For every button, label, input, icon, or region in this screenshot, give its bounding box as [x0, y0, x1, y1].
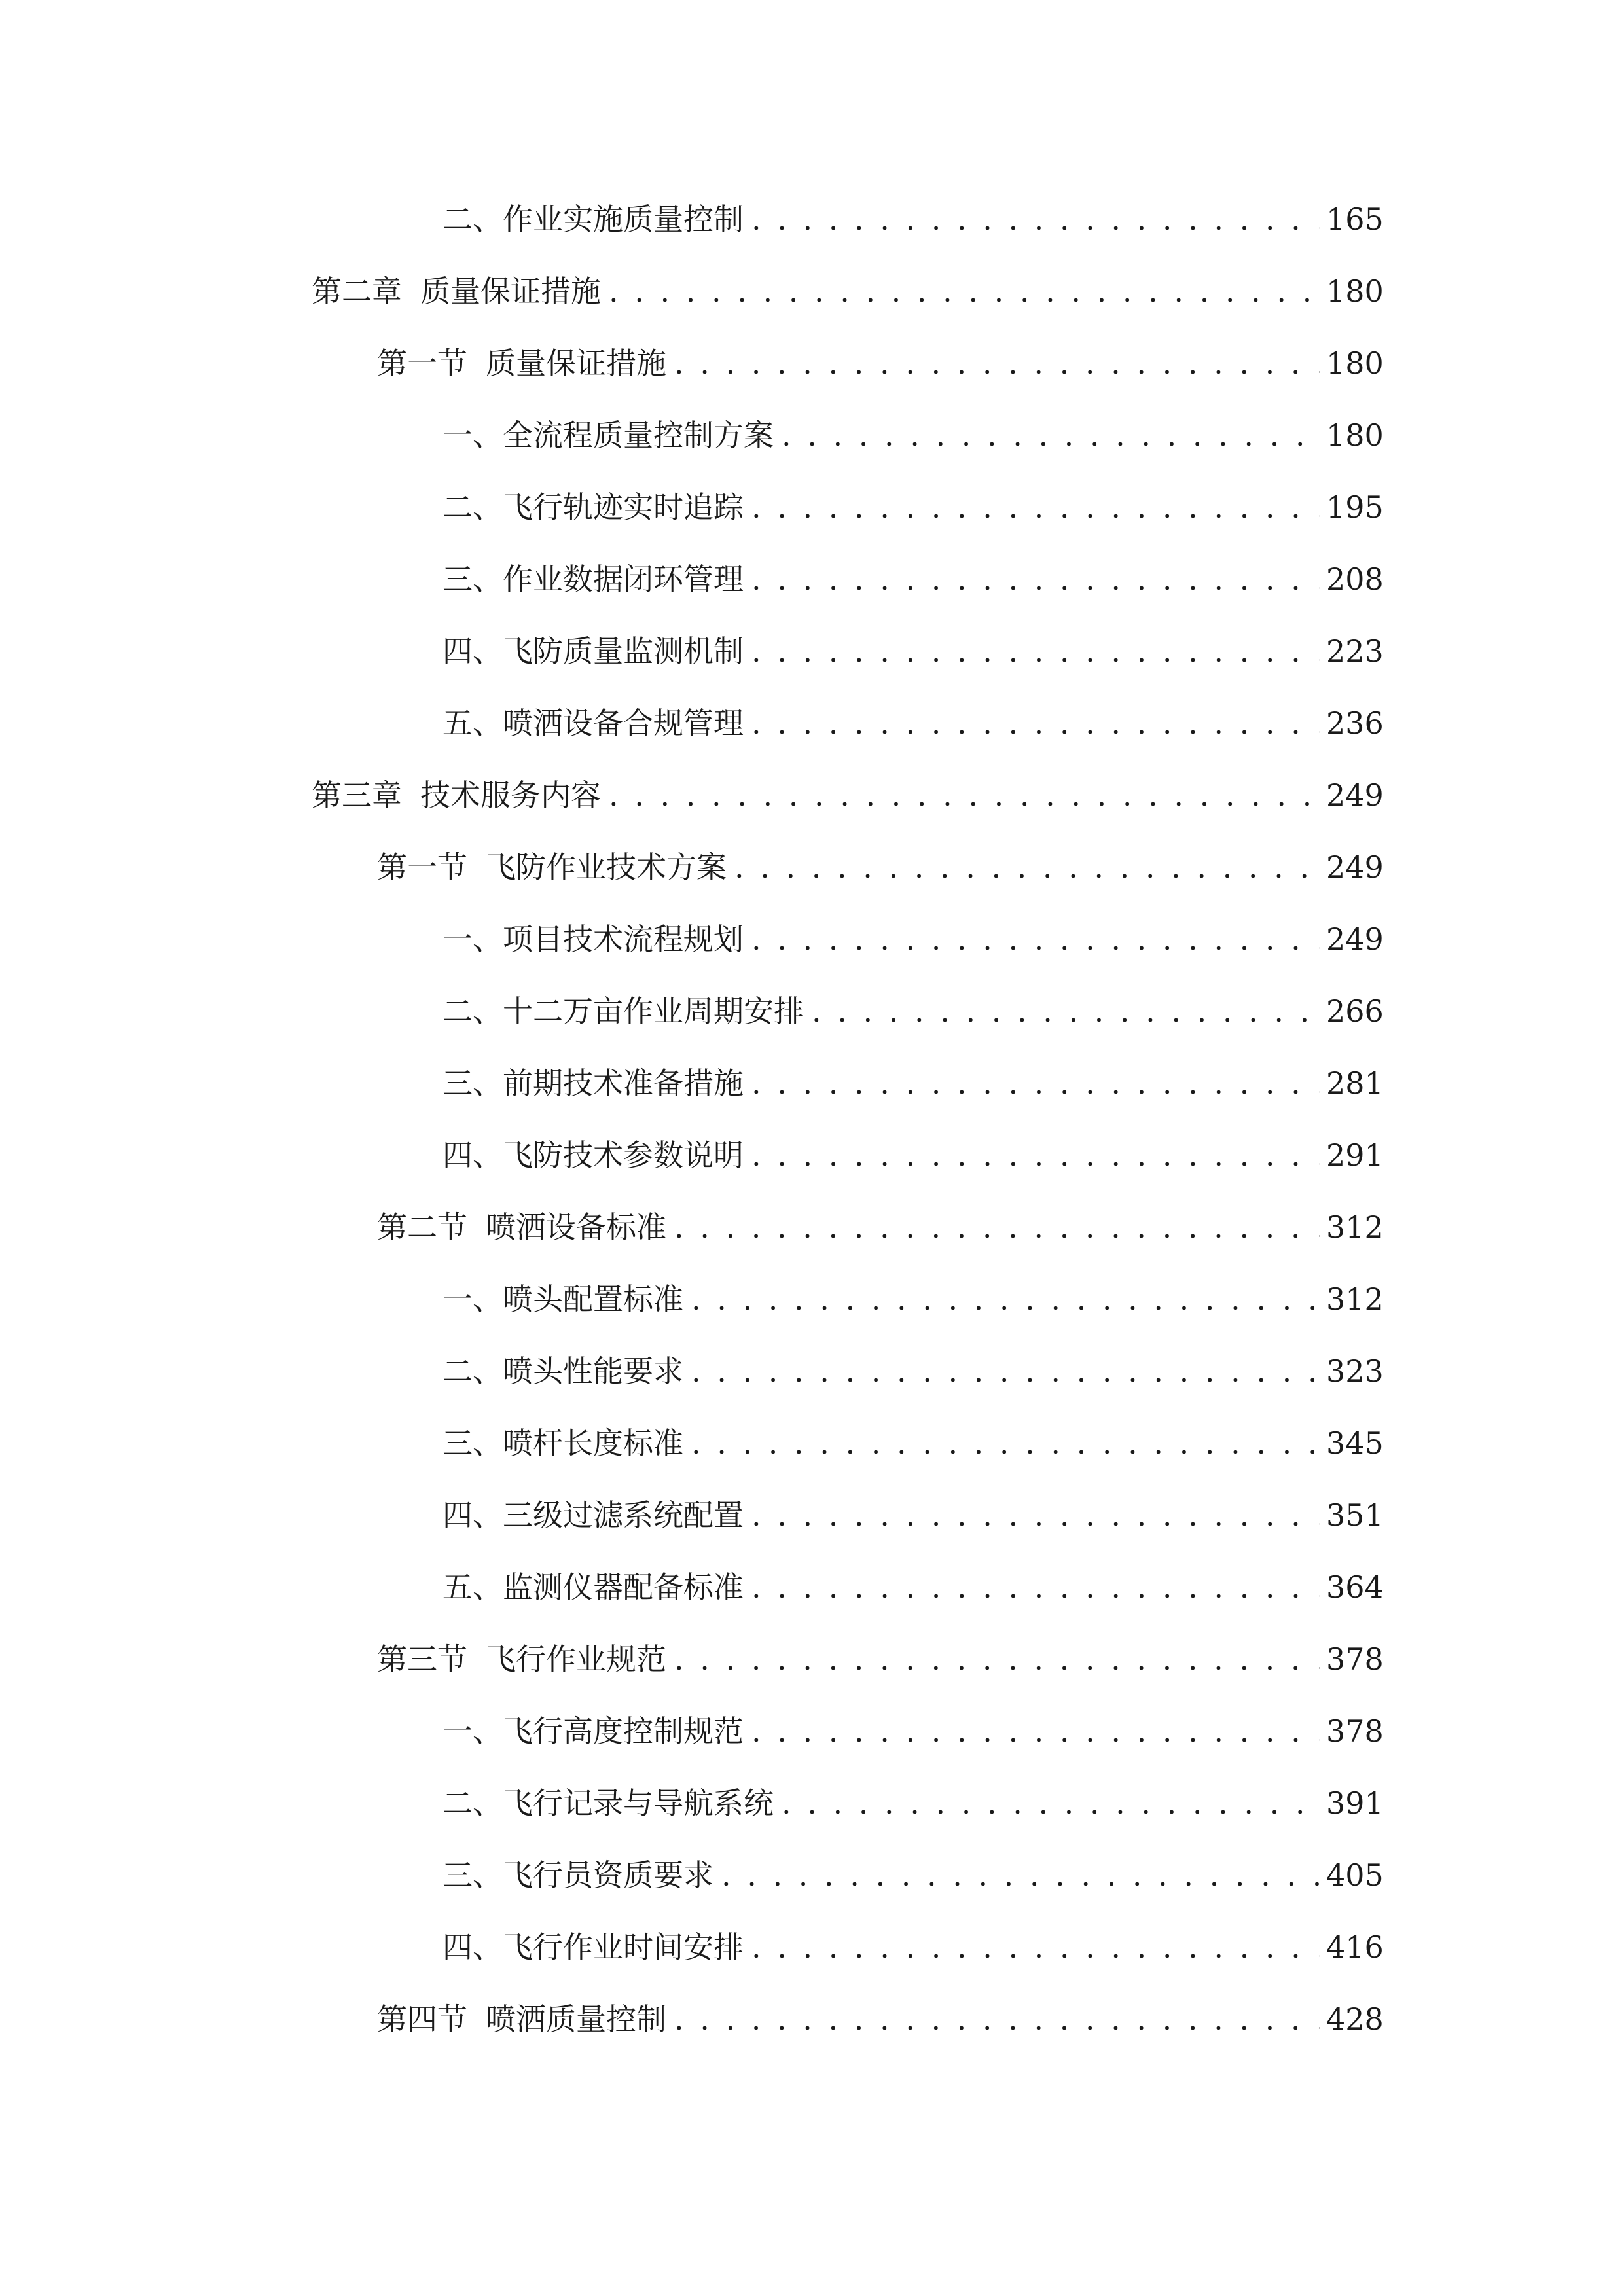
toc-entry-number: 五、	[442, 706, 503, 741]
toc-entry-section[interactable]	[442, 913, 1384, 965]
toc-entry-title: 飞行记录与导航系统	[503, 1785, 774, 1821]
toc-entry-page: 351	[1326, 1498, 1384, 1533]
toc-entry-title: 十二万亩作业周期安排	[503, 994, 804, 1029]
toc-entry-node[interactable]	[377, 1633, 1384, 1685]
toc-entry-section[interactable]	[442, 193, 1384, 245]
toc-entry-page: 249	[1326, 850, 1384, 885]
toc-entry-number: 一、	[442, 1713, 503, 1749]
toc-entry-number: 第三节	[377, 1641, 467, 1677]
toc-entry-page: 364	[1326, 1570, 1384, 1605]
toc-entry-section[interactable]	[442, 625, 1384, 677]
toc-entry-number: 二、	[442, 994, 503, 1029]
toc-entry-page: 291	[1326, 1138, 1384, 1173]
toc-dot-leader	[782, 1777, 1320, 1829]
toc-dot-leader	[751, 1129, 1320, 1181]
toc-entry-section[interactable]	[442, 1777, 1384, 1829]
toc-entry-number: 第二章	[312, 274, 402, 309]
toc-entry-number: 第三章	[312, 778, 402, 813]
toc-entry-title: 喷杆长度标准	[503, 1426, 683, 1461]
toc-entry-title: 作业实施质量控制	[503, 202, 744, 237]
toc-entry-number: 一、	[442, 922, 503, 957]
toc-entry-section[interactable]	[442, 1273, 1384, 1325]
toc-entry-title: 喷洒质量控制	[486, 2001, 666, 2037]
toc-dot-leader	[782, 409, 1320, 461]
toc-entry-section[interactable]	[442, 1417, 1384, 1469]
toc-entry-title: 监测仪器配备标准	[503, 1570, 744, 1605]
toc-entry-title: 喷头配置标准	[503, 1282, 683, 1317]
toc-entry-number: 二、	[442, 490, 503, 525]
toc-dot-leader	[691, 1345, 1320, 1397]
toc-dot-leader	[751, 193, 1320, 245]
toc-entry-number: 一、	[442, 1282, 503, 1317]
toc-entry-number: 二、	[442, 202, 503, 237]
toc-entry-section[interactable]	[442, 1705, 1384, 1757]
toc-dot-leader	[609, 265, 1320, 317]
toc-entry-section[interactable]	[442, 553, 1384, 605]
toc-entry-number: 四、	[442, 1498, 503, 1533]
toc-entry-section[interactable]	[442, 1057, 1384, 1109]
toc-entry-page: 249	[1326, 922, 1384, 957]
toc-entry-title: 全流程质量控制方案	[503, 418, 774, 453]
toc-entry-page: 345	[1326, 1426, 1384, 1461]
toc-entry-number: 三、	[442, 1066, 503, 1101]
toc-entry-number: 四、	[442, 1138, 503, 1173]
toc-entry-number: 三、	[442, 1426, 503, 1461]
toc-entry-number: 四、	[442, 1929, 503, 1965]
toc-entry-number: 二、	[442, 1785, 503, 1821]
toc-dot-leader	[691, 1417, 1320, 1469]
toc-entry-title: 质量保证措施	[420, 274, 601, 309]
toc-dot-leader	[721, 1849, 1320, 1901]
toc-entry-node[interactable]	[377, 841, 1384, 893]
toc-dot-leader	[751, 1561, 1320, 1613]
toc-entry-number: 第四节	[377, 2001, 467, 2037]
toc-entry-title: 喷洒设备合规管理	[503, 706, 744, 741]
toc-dot-leader	[751, 913, 1320, 965]
toc-entry-page: 428	[1326, 2001, 1384, 2037]
toc-entry-section[interactable]	[442, 1849, 1384, 1901]
toc-entry-number: 三、	[442, 562, 503, 597]
toc-dot-leader	[674, 337, 1320, 389]
toc-entry-number: 第一节	[377, 346, 467, 381]
toc-entry-title: 技术服务内容	[420, 778, 601, 813]
toc-entry-section[interactable]	[442, 1129, 1384, 1181]
toc-dot-leader	[751, 625, 1320, 677]
toc-entry-node[interactable]	[377, 1993, 1384, 2045]
toc-entry-page: 312	[1326, 1210, 1384, 1245]
toc-dot-leader	[609, 769, 1320, 821]
toc-entry-title: 质量保证措施	[486, 346, 666, 381]
toc-dot-leader	[751, 1705, 1320, 1757]
toc-entry-title: 飞行作业规范	[486, 1641, 666, 1677]
toc-entry-title: 飞行作业时间安排	[503, 1929, 744, 1965]
toc-entry-page: 249	[1326, 778, 1384, 813]
toc-entry-section[interactable]	[442, 481, 1384, 533]
toc-entry-section[interactable]	[442, 985, 1384, 1037]
toc-entry-number: 四、	[442, 634, 503, 669]
toc-entry-section[interactable]	[442, 409, 1384, 461]
toc-entry-page: 378	[1326, 1641, 1384, 1677]
toc-entry-page: 391	[1326, 1785, 1384, 1821]
toc-entry-page: 266	[1326, 994, 1384, 1029]
toc-entry-title: 前期技术准备措施	[503, 1066, 744, 1101]
toc-entry-title: 飞防作业技术方案	[486, 850, 727, 885]
toc-dot-leader	[751, 1057, 1320, 1109]
toc-entry-section[interactable]	[442, 1345, 1384, 1397]
toc-entry-number: 第二节	[377, 1210, 467, 1245]
toc-dot-leader	[751, 553, 1320, 605]
toc-dot-leader	[751, 1921, 1320, 1973]
toc-entry-section[interactable]	[442, 1561, 1384, 1613]
toc-entry-number: 第一节	[377, 850, 467, 885]
toc-entry-title: 飞防技术参数说明	[503, 1138, 744, 1173]
toc-entry-section[interactable]	[442, 1489, 1384, 1541]
toc-entry-page: 208	[1326, 562, 1384, 597]
toc-entry-title: 飞防质量监测机制	[503, 634, 744, 669]
toc-entry-page: 195	[1326, 490, 1384, 525]
toc-entry-section[interactable]	[442, 697, 1384, 749]
toc-dot-leader	[812, 985, 1320, 1037]
toc-dot-leader	[751, 481, 1320, 533]
toc-entry-chapter[interactable]	[312, 769, 1384, 821]
toc-entry-page: 312	[1326, 1282, 1384, 1317]
toc-entry-number: 二、	[442, 1354, 503, 1389]
toc-entry-title: 三级过滤系统配置	[503, 1498, 744, 1533]
toc-entry-page: 378	[1326, 1713, 1384, 1749]
toc-dot-leader	[751, 1489, 1320, 1541]
toc-entry-page: 405	[1326, 1857, 1384, 1893]
toc-dot-leader	[734, 841, 1320, 893]
toc-entry-page: 236	[1326, 706, 1384, 741]
toc-entry-page: 180	[1326, 274, 1384, 309]
toc-entry-node[interactable]	[377, 1201, 1384, 1253]
toc-entry-page: 323	[1326, 1354, 1384, 1389]
toc-entry-number: 一、	[442, 418, 503, 453]
toc-entry-page: 281	[1326, 1066, 1384, 1101]
toc-entry-title: 飞行轨迹实时追踪	[503, 490, 744, 525]
toc-entry-title: 项目技术流程规划	[503, 922, 744, 957]
toc-entry-number: 五、	[442, 1570, 503, 1605]
toc-entry-title: 飞行高度控制规范	[503, 1713, 744, 1749]
toc-entry-page: 416	[1326, 1929, 1384, 1965]
toc-dot-leader	[674, 1993, 1320, 2045]
toc-dot-leader	[674, 1633, 1320, 1685]
toc-entry-number: 三、	[442, 1857, 503, 1893]
toc-entry-page: 165	[1326, 202, 1384, 237]
toc-dot-leader	[691, 1273, 1320, 1325]
toc-entry-chapter[interactable]	[312, 265, 1384, 317]
toc-dot-leader	[674, 1201, 1320, 1253]
toc-entry-page: 180	[1326, 346, 1384, 381]
toc-entry-section[interactable]	[442, 1921, 1384, 1973]
toc-entry-page: 180	[1326, 418, 1384, 453]
toc-entry-node[interactable]	[377, 337, 1384, 389]
toc-dot-leader	[751, 697, 1320, 749]
toc-entry-title: 作业数据闭环管理	[503, 562, 744, 597]
toc-entry-page: 223	[1326, 634, 1384, 669]
toc-entry-title: 飞行员资质要求	[503, 1857, 713, 1893]
toc-entry-title: 喷头性能要求	[503, 1354, 683, 1389]
toc-entry-title: 喷洒设备标准	[486, 1210, 666, 1245]
